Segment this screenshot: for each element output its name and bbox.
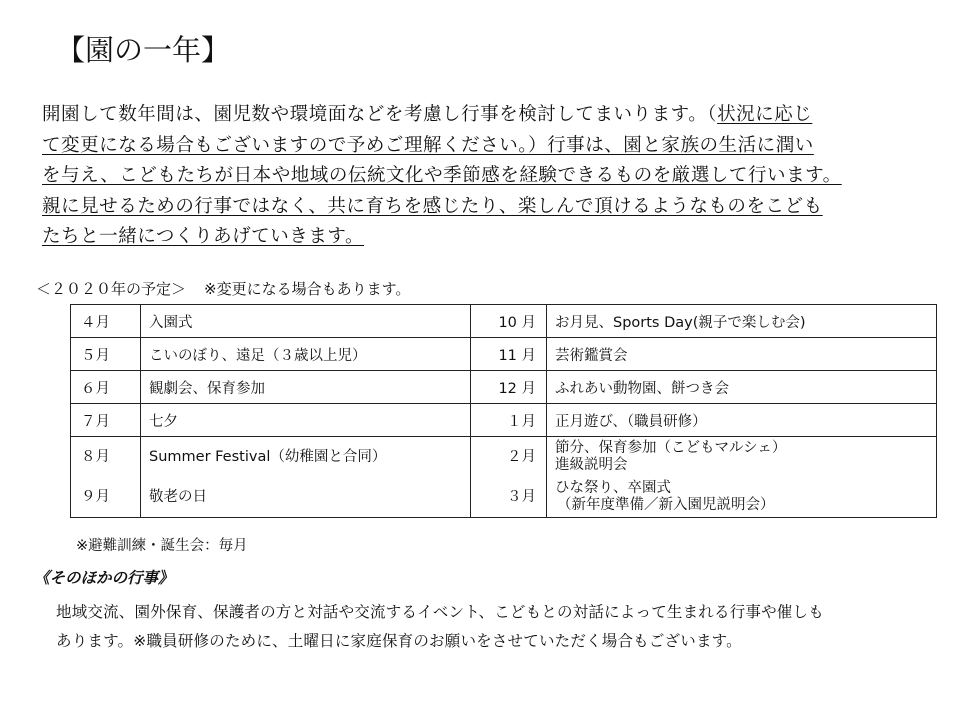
other-events-body: [56, 598, 960, 656]
month-cell: ５月: [71, 338, 141, 371]
intro-paragraph: [42, 100, 960, 253]
schedule-table: [70, 304, 937, 518]
table-row: [71, 371, 937, 404]
event-cell: [141, 338, 471, 371]
month-cell: １月: [471, 404, 547, 437]
intro-line-underlined-text: たちと一緒につくりあげていきます。: [42, 226, 365, 247]
intro-line: [42, 131, 960, 162]
other-events-title: 《そのほかの行事》: [34, 569, 174, 587]
event-cell: [547, 371, 937, 404]
month-cell: ３月: [471, 477, 547, 518]
event-text: ひな祭り、卒園式: [555, 480, 671, 496]
event-text: 入園式: [149, 314, 193, 331]
month-cell: 12 月: [471, 371, 547, 404]
intro-line: [42, 161, 960, 192]
intro-line: [42, 222, 960, 253]
event-cell: [547, 338, 937, 371]
event-text: 観劇会、保育参加: [149, 380, 265, 397]
event-text: ふれあい動物園、餅つき会: [555, 380, 729, 397]
other-events-line: あります。※職員研修のために、土曜日に家庭保育のお願いをさせていただく場合もございます。: [56, 632, 742, 650]
event-text: Summer Festival（幼稚園と合同）: [149, 448, 387, 465]
event-text: 七夕: [149, 413, 178, 430]
intro-line-text: 開園して数年間は、園児数や環境面などを考慮し行事を検討してまいります。（: [42, 104, 718, 125]
event-cell: [141, 371, 471, 404]
month-cell: ７月: [71, 404, 141, 437]
table-row: [71, 305, 937, 338]
intro-line-underlined-text: 状況に応じ: [717, 104, 813, 125]
event-text: （新年度準備／新入園児説明会）: [557, 497, 775, 513]
event-text: 正月遊び、（職員研修）: [555, 413, 707, 430]
event-cell: [547, 305, 937, 338]
month-cell: 11 月: [471, 338, 547, 371]
intro-line-underlined-text: を与え、こどもたちが日本や地域の伝統文化や季節感を経験できるものを厳選して行います。: [42, 165, 842, 186]
month-cell: ８月: [71, 437, 141, 478]
event-text: お月見、Sports Day(親子で楽しむ会): [555, 314, 806, 331]
event-cell: [547, 477, 937, 518]
event-cell: [141, 404, 471, 437]
schedule-change-note: ※変更になる場合もあります。: [204, 280, 411, 298]
month-cell: ９月: [71, 477, 141, 518]
month-cell: ４月: [71, 305, 141, 338]
event-text: 敬老の日: [149, 488, 207, 505]
event-cell: [547, 404, 937, 437]
page-title: 【園の一年】: [56, 33, 231, 67]
event-cell: [141, 437, 471, 478]
event-text: 節分、保育参加（こどもマルシェ）: [555, 440, 787, 456]
schedule-title: ＜２０２０年の予定＞: [36, 280, 187, 298]
event-cell: [141, 477, 471, 518]
month-cell: ６月: [71, 371, 141, 404]
table-row: [71, 437, 937, 478]
table-row: [71, 338, 937, 371]
month-cell: ２月: [471, 437, 547, 478]
event-text: 進級説明会: [555, 457, 628, 473]
other-events-line: 地域交流、園外保育、保護者の方と対話や交流するイベント、こどもとの対話によって生まれる行事や催しも: [56, 603, 824, 621]
intro-line: [42, 192, 960, 223]
intro-line: [42, 100, 960, 131]
event-text: こいのぼり、遠足（３歳以上児）: [149, 347, 367, 364]
table-row: [71, 404, 937, 437]
table-row: [71, 477, 937, 518]
footnote: ※避難訓練・誕生会：毎月: [76, 538, 248, 554]
month-cell: 10 月: [471, 305, 547, 338]
intro-line-underlined-text: て変更になる場合もございますので予めご理解ください。）行事は、園と家族の生活に潤い: [42, 134, 814, 156]
event-text: 芸術鑑賞会: [555, 347, 628, 364]
event-cell: [547, 437, 937, 478]
event-cell: [141, 305, 471, 338]
intro-line-underlined-text: 親に見せるための行事ではなく、共に育ちを感じたり、楽しんで頂けるようなものをこども: [42, 195, 823, 217]
schedule-heading: [36, 278, 410, 300]
